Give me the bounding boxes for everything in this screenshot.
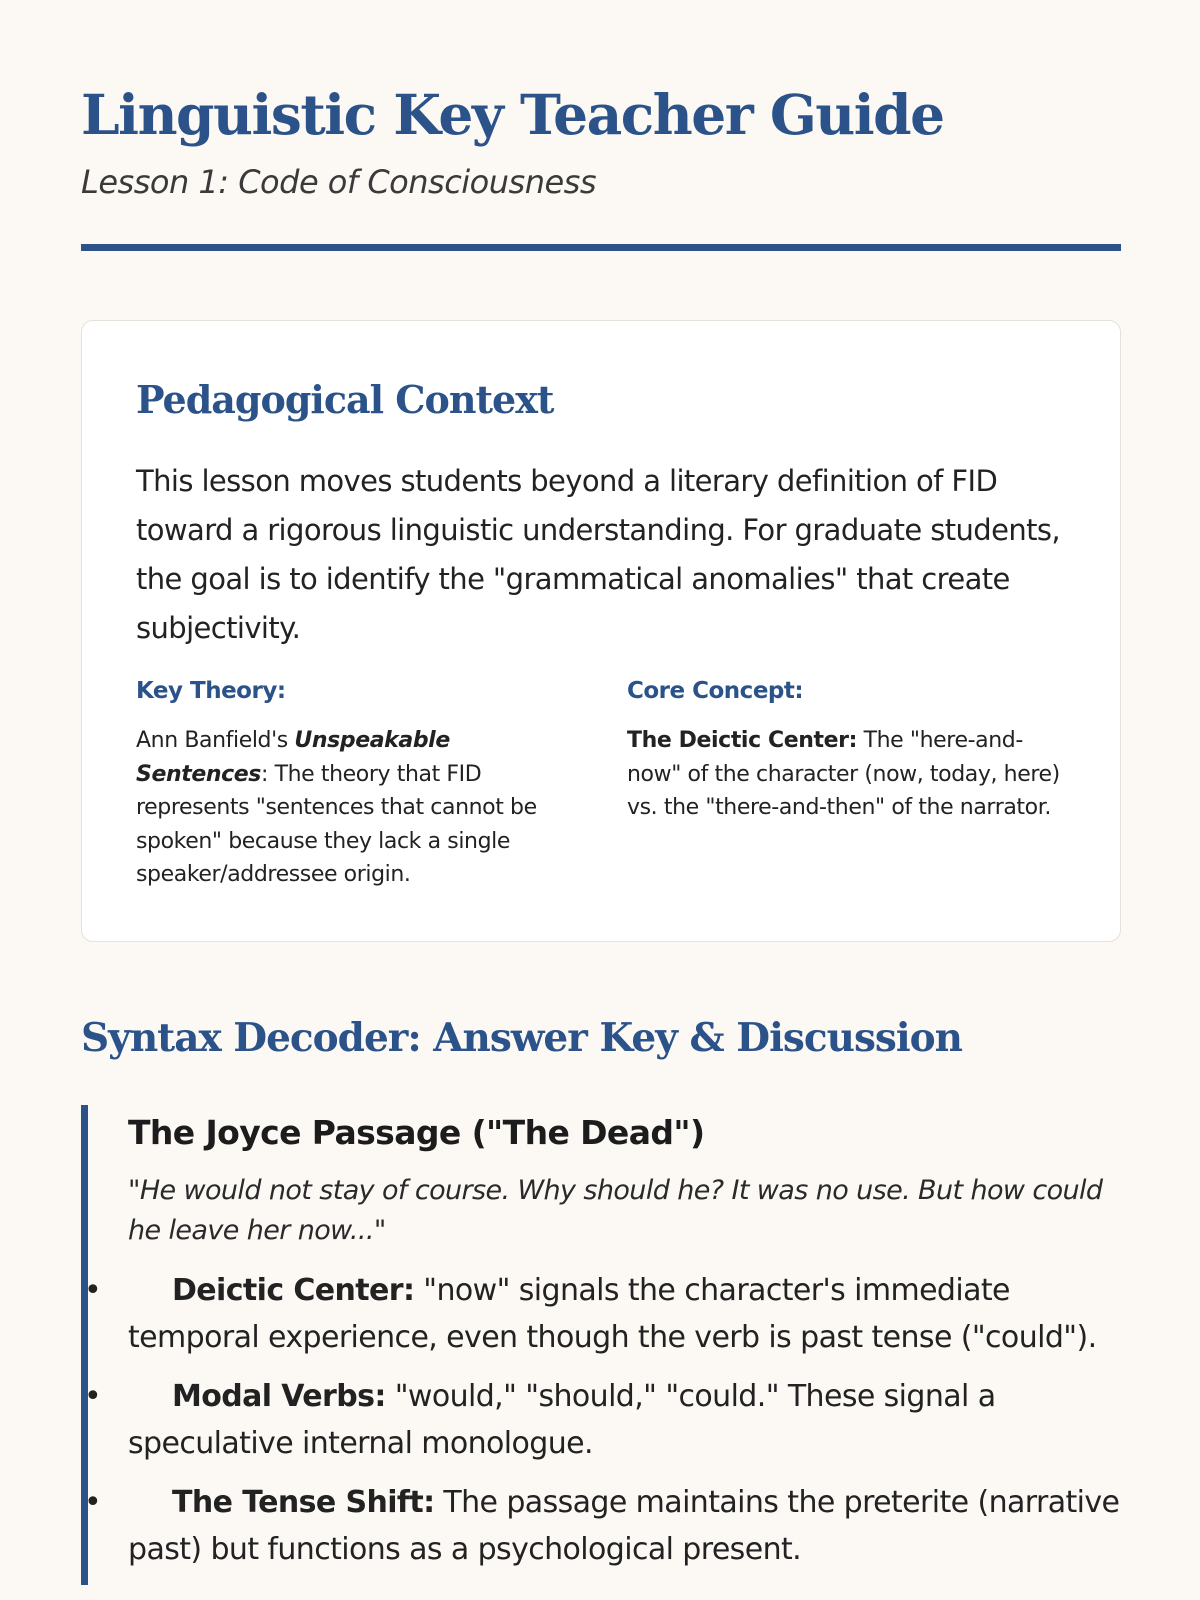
context-heading: Pedagogical Context [136,377,554,422]
syntax-decoder-heading: Syntax Decoder: Answer Key & Discussion [81,1015,963,1061]
passage-title: The Joyce Passage ("The Dead") [128,1113,705,1152]
page-title: Linguistic Key Teacher Guide [81,82,944,147]
point-term: Modal Verbs: [172,1379,386,1414]
point-text: The passage maintains the preterite (narrative past) but functions as a psychological present. [128,1485,1120,1567]
page-subtitle: Lesson 1: Code of Consciousness [81,163,597,201]
point-term: The Tense Shift: [172,1485,435,1520]
passage-quote: "He would not stay of course. Why should he? It was no use. But how could he leave her now..." [128,1175,1103,1246]
core-concept-description: The "here-and-now" of the character (now, today, here) vs. the "there-and-then" of the narrator. [627,728,1060,820]
list-item [84,1479,1128,1573]
point-text: "would," "should," "could." These signal a speculative internal monologue. [128,1379,996,1461]
bullet-icon: • [84,1273,102,1308]
core-concept-column [627,676,1072,825]
context-body: This lesson moves students beyond a literary definition of FID toward a rigorous linguistic understanding. For graduate students, the goal is to identify the "grammatical anomalies" that create subjectivity. [136,464,1060,645]
analysis-points-list [84,1267,1128,1585]
list-item [84,1373,1128,1467]
core-concept-term: The Deictic Center: [627,728,857,753]
key-theory-column [136,676,576,892]
key-theory-author: Ann Banfield's [136,728,295,753]
pedagogical-context-card [81,320,1121,942]
bullet-icon: • [84,1485,102,1520]
bullet-icon: • [84,1379,102,1414]
title-divider [81,244,1121,251]
key-theory-description: : The theory that FID represents "sentences that cannot be spoken" because they lack a single speaker/addressee origin. [136,761,537,887]
point-text: "now" signals the character's immediate temporal experience, even though the verb is past tense ("could"). [128,1273,1097,1355]
key-theory-label: Key Theory: [136,678,286,704]
point-term: Deictic Center: [172,1273,415,1308]
joyce-passage-block [81,1105,1121,1585]
key-theory-text [136,724,576,892]
core-concept-label: Core Concept: [627,678,804,704]
core-concept-text [627,724,1072,825]
key-theory-work-title: Unspeakable Sentences [136,728,450,787]
list-item [84,1267,1128,1361]
